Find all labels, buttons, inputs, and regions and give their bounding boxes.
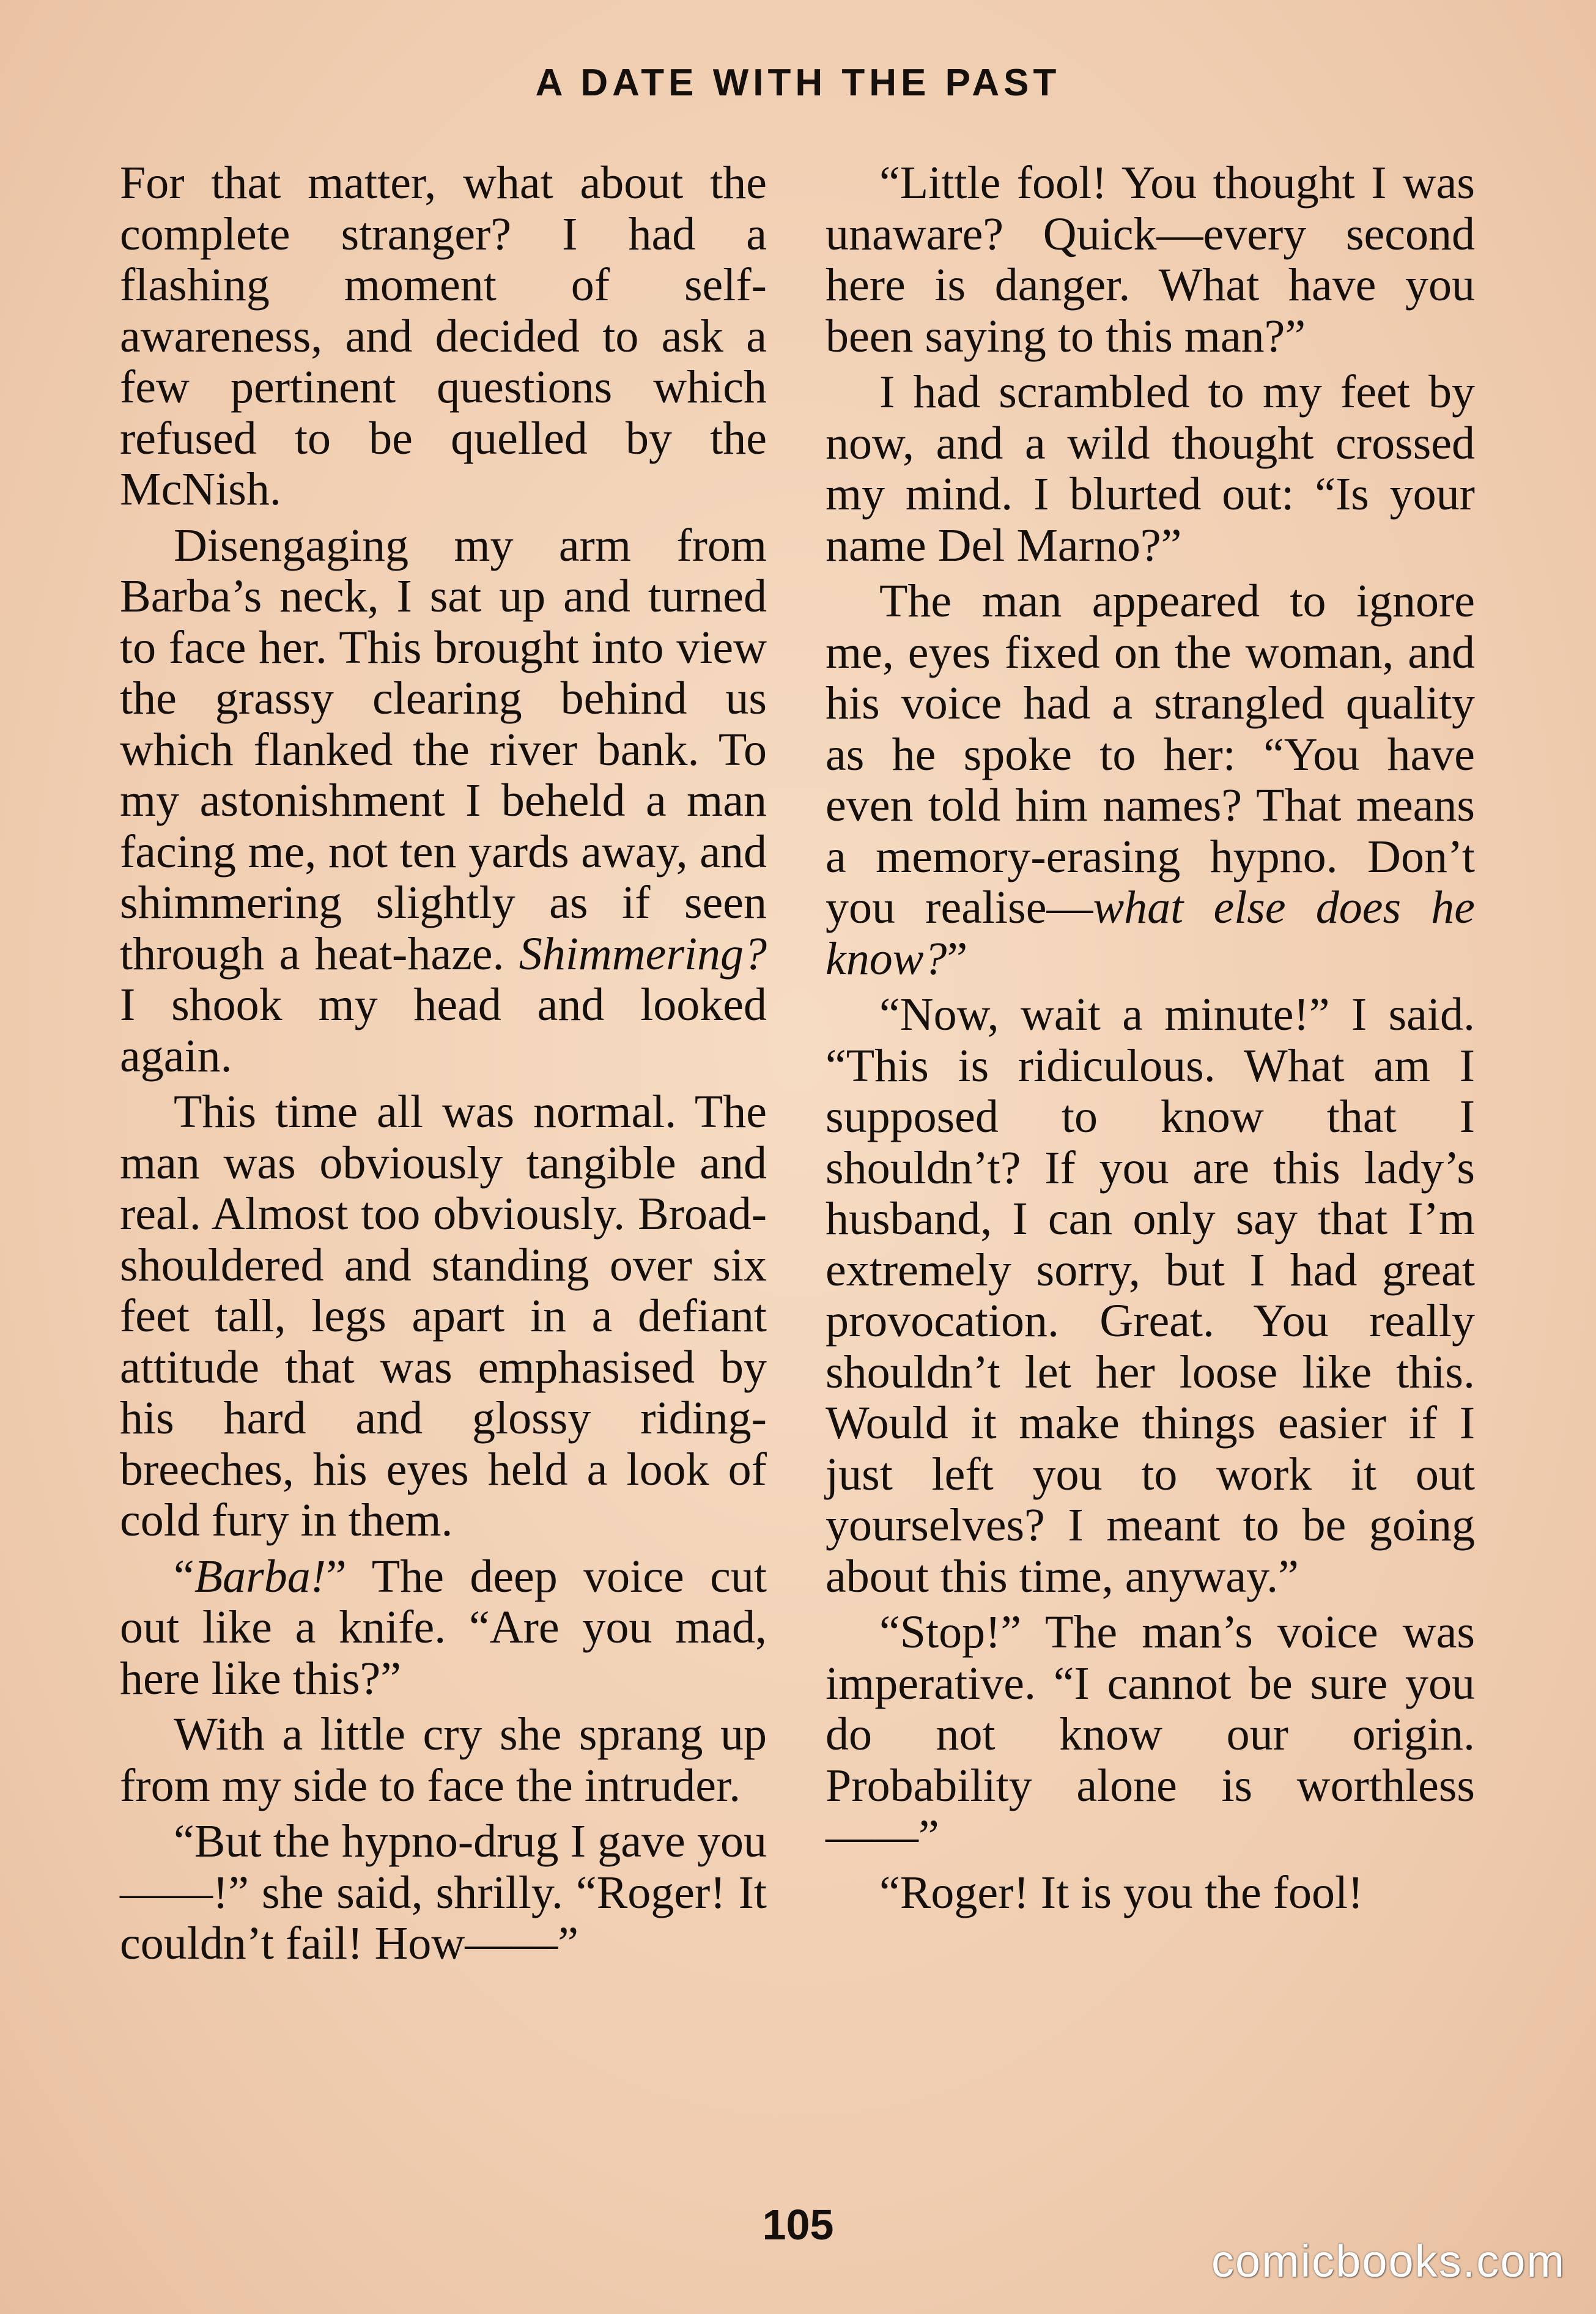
left-column xyxy=(120,158,767,1975)
paragraph: “Stop!” The man’s voice was imperative. “I cannot be sure you do not know our origin. Probability alone is worthless——” xyxy=(826,1606,1475,1862)
running-head: A DATE WITH THE PAST xyxy=(535,62,1061,104)
paragraph: “Now, wait a minute!” I said. “This is ridiculous. What am I supposed to know that I shouldn’t? If you are this lady’s husband, I can only say that I’m extremely sorry, but I had great provocation. Great. You really shouldn’t let her loose like this. Would it make things easier if I just left you to work it out yourselves? I meant to be going about this time, anyway.” xyxy=(826,989,1475,1602)
paragraph xyxy=(120,1551,767,1705)
paragraph-text: The man appeared to ignore me, eyes fixed on the woman, and his voice had a strangled quality as he spoke to her: “You have even told him names? That means a memory-erasing hypno. Don’t you realise— xyxy=(826,575,1475,933)
paragraph: I had scrambled to my feet by now, and a wild thought crossed my mind. I blurted out: “Is your name Del Marno?” xyxy=(826,366,1475,571)
right-column xyxy=(826,158,1475,1923)
italic-text: Barba! xyxy=(194,1550,327,1602)
paragraph: This time all was normal. The man was obviously tangible and real. Almost too obviously. Broad-shouldered and standing over six feet tall, legs apart in a defiant attitude that was emphasised by his hard and glossy riding-breeches, his eyes held a look of cold fury in them. xyxy=(120,1086,767,1546)
paragraph: With a little cry she sprang up from my side to face the intruder. xyxy=(120,1709,767,1811)
italic-text: Shimmering? xyxy=(519,928,767,980)
paragraph-text: Disengaging my arm from Barba’s neck, I sat up and turned to face her. This brought into view the grassy clearing behind us which flanked the river bank. To my astonishment I beheld a man facing me, not ten yards away, and shimmering slightly as if seen through a heat-haze. xyxy=(120,519,767,980)
quote-mark: “ xyxy=(174,1550,194,1602)
quote-mark: ” xyxy=(947,933,968,985)
paragraph: “But the hypno-drug I gave you——!” she said, shrilly. “Roger! It couldn’t fail! How——” xyxy=(120,1816,767,1969)
paragraph-text: I shook my head and looked again. xyxy=(120,979,767,1082)
paragraph: “Roger! It is you the fool! xyxy=(879,1866,1364,1918)
paragraph-text: ” The deep voice cut out like a knife. “Are you mad, here like this?” xyxy=(120,1550,767,1704)
page-number: 105 xyxy=(762,2201,834,2249)
paragraph xyxy=(120,520,767,1082)
italic-text: what else does he know? xyxy=(826,882,1475,985)
paragraph: For that matter, what about the complete stranger? I had a flashing moment of self-awareness, and decided to ask a few pertinent questions which refused to be quelled by the McNish. xyxy=(120,157,767,515)
watermark: comicbooks.com xyxy=(1211,2236,1565,2286)
paragraph xyxy=(826,576,1475,985)
paragraph: “Little fool! You thought I was unaware? Quick—every second here is danger. What have you been saying to this man?” xyxy=(826,157,1475,362)
